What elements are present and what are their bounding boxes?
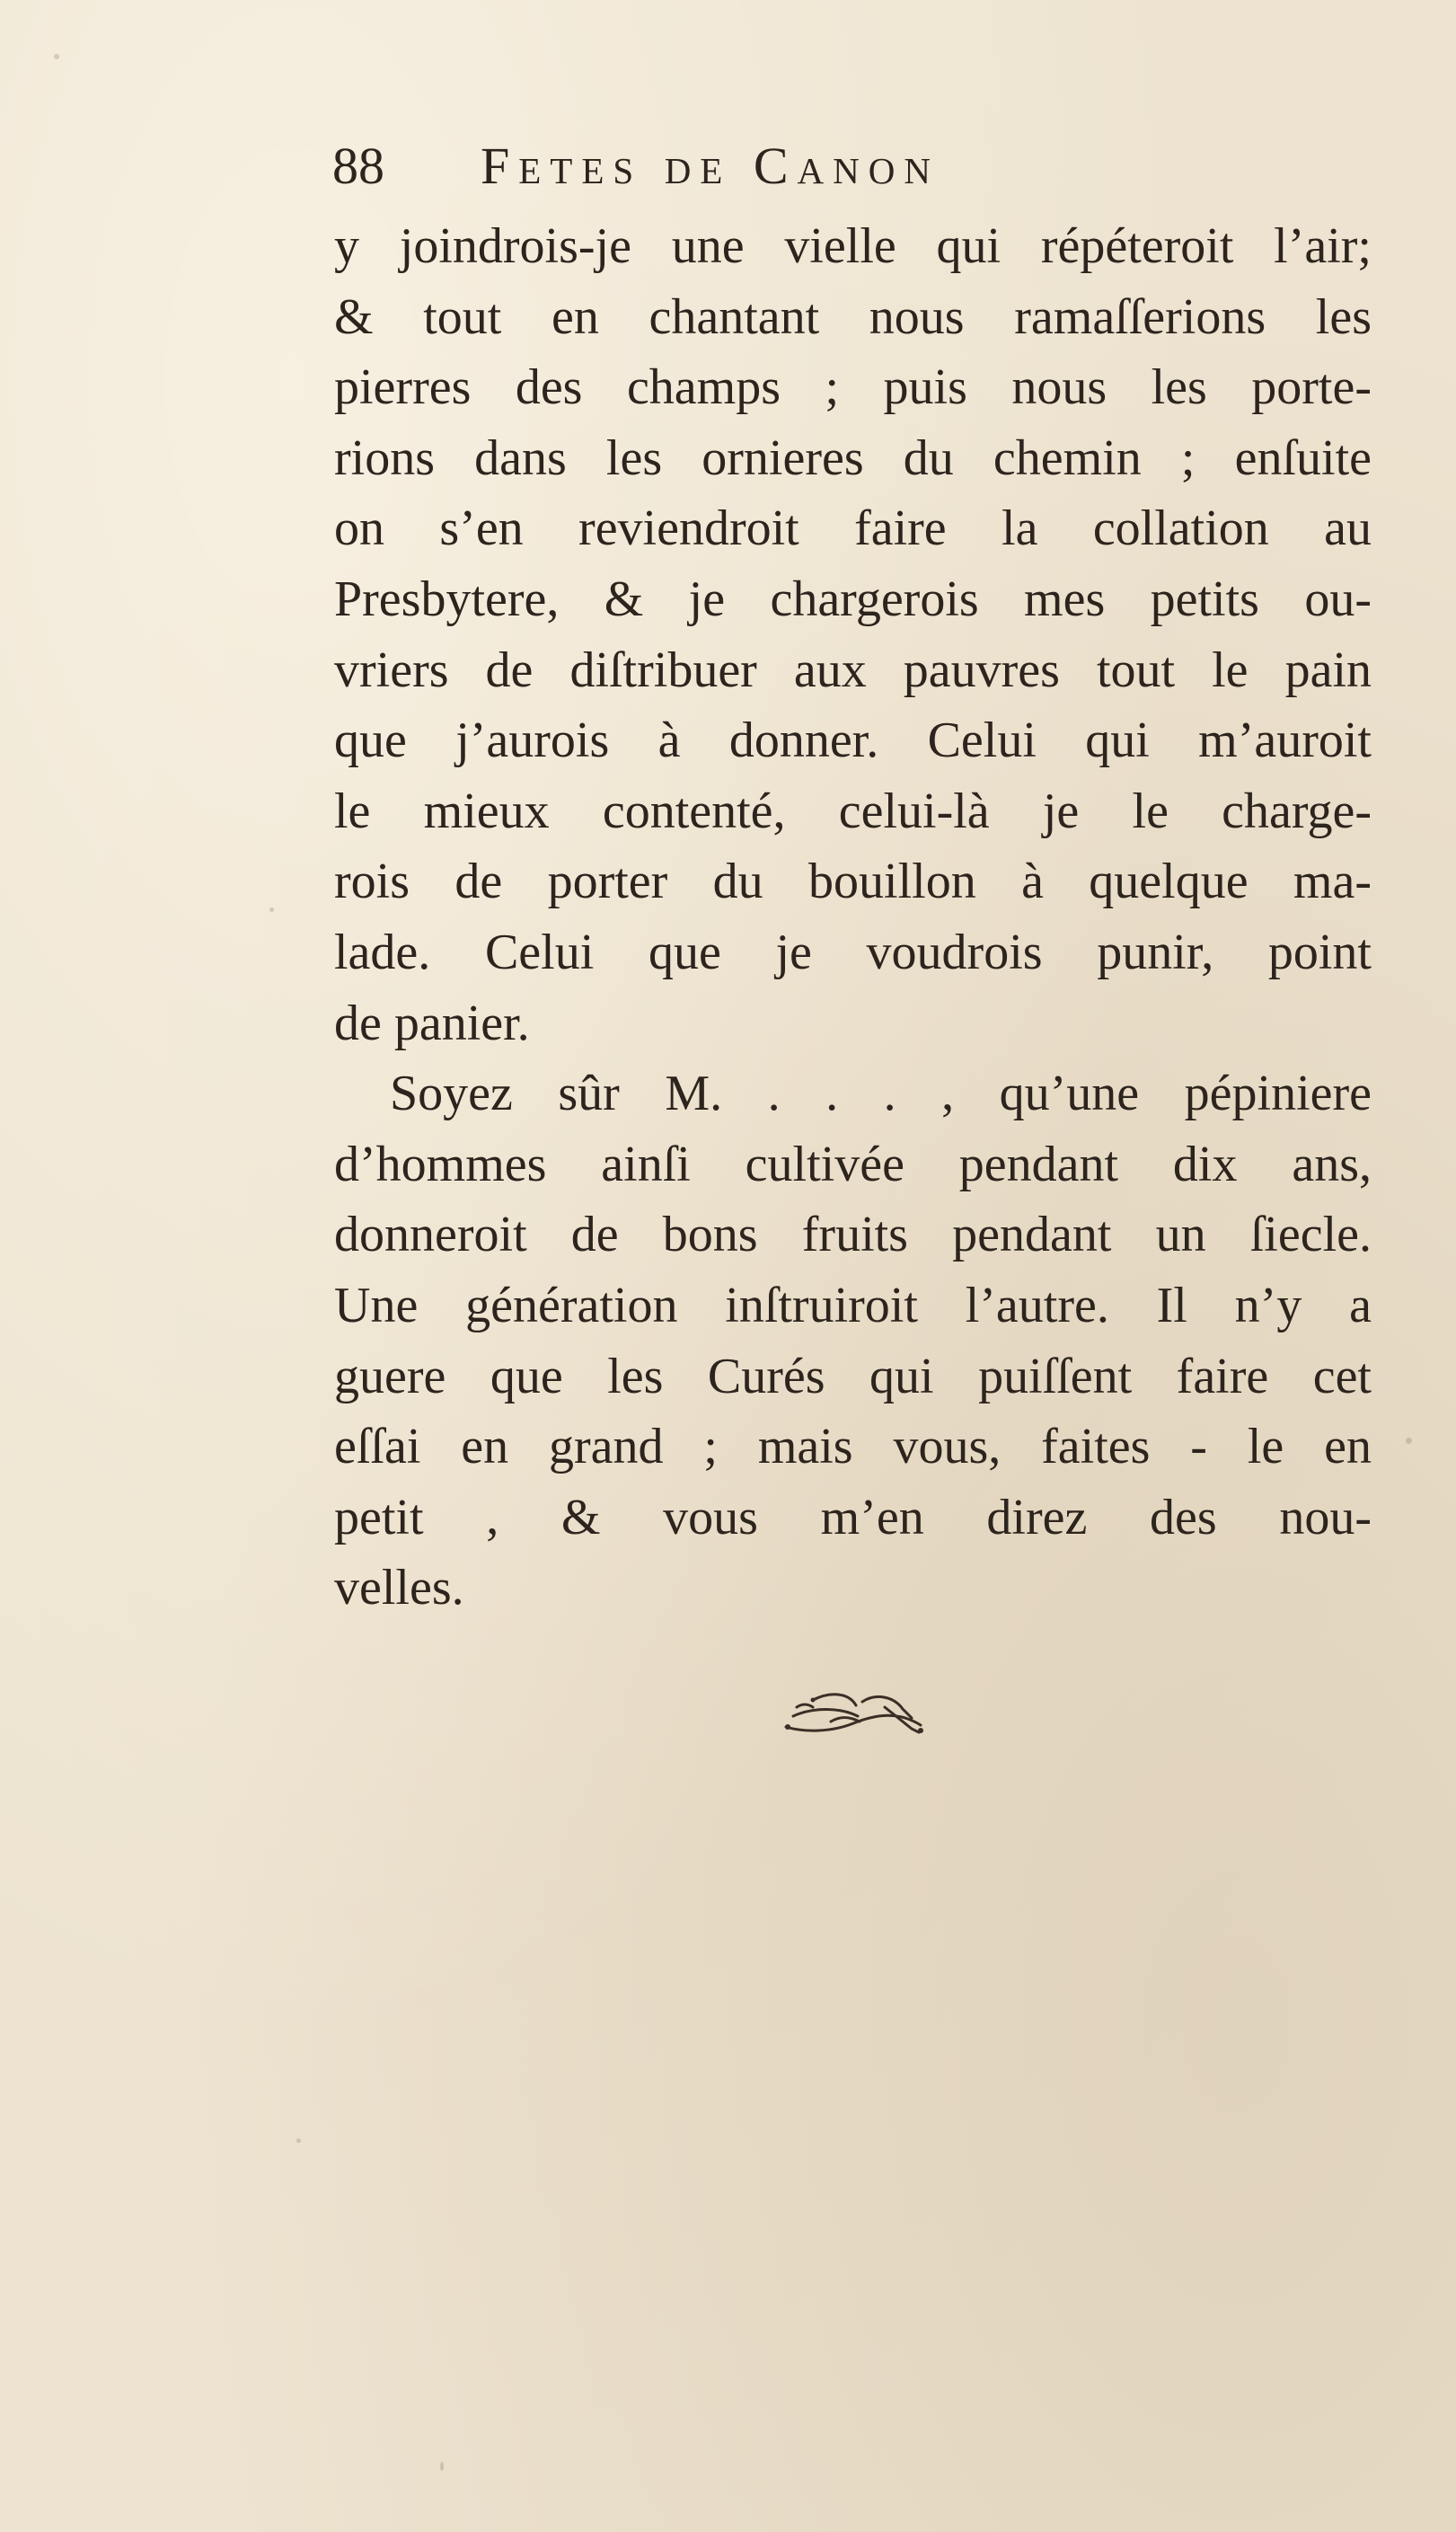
text-line: velles. bbox=[334, 1560, 464, 1616]
text-line: rions dans les ornieres du chemin ; enſuite bbox=[334, 429, 1372, 486]
text-line: Une génération inſtruiroit l’autre. Il n’y a bbox=[334, 1277, 1372, 1333]
paragraph-1 bbox=[334, 211, 1372, 1058]
tailpiece-ornament bbox=[777, 1680, 930, 1743]
text-line: vriers de diſtribuer aux pauvres tout le pain bbox=[334, 642, 1372, 698]
paper-speck bbox=[1406, 1438, 1412, 1444]
text-line: & tout en chantant nous ramaſſerions les bbox=[334, 288, 1372, 345]
text-line: rois de porter du bouillon à quelque ma- bbox=[334, 854, 1372, 910]
paper-speck bbox=[269, 907, 274, 912]
paper-speck bbox=[296, 2138, 301, 2143]
paper-speck bbox=[54, 54, 59, 59]
body-text bbox=[334, 211, 1372, 1624]
page-number: 88 bbox=[332, 137, 384, 195]
text-line: y joindrois-je une vielle qui répéteroit l’air; bbox=[334, 218, 1372, 274]
text-line: de panier. bbox=[334, 995, 530, 1051]
text-line: Presbytere, & je chargerois mes petits ou- bbox=[334, 571, 1372, 627]
text-line: pierres des champs ; puis nous les porte- bbox=[334, 359, 1372, 416]
text-line: lade. Celui que je voudrois punir, point bbox=[334, 924, 1372, 980]
running-head bbox=[332, 130, 1141, 202]
paragraph-2 bbox=[334, 1058, 1372, 1624]
text-line: que j’aurois à donner. Celui qui m’auroit bbox=[334, 713, 1372, 769]
text-line: donneroit de bons fruits pendant un ſiecle. bbox=[334, 1207, 1372, 1263]
text-line: petit , & vous m’en direz des nou- bbox=[334, 1489, 1372, 1545]
running-title: Fetes de Canon bbox=[481, 137, 940, 195]
text-line: on s’en reviendroit faire la collation au bbox=[334, 500, 1372, 557]
text-line: guere que les Curés qui puiſſent faire cet bbox=[334, 1348, 1372, 1404]
text-line: Soyez sûr M. . . . , qu’une pépiniere bbox=[390, 1066, 1372, 1122]
paper-speck bbox=[440, 2462, 444, 2471]
text-line: eſſai en grand ; mais vous, faites - le en bbox=[334, 1419, 1372, 1475]
text-line: d’hommes ainſi cultivée pendant dix ans, bbox=[334, 1136, 1372, 1192]
text-line: le mieux contenté, celui-là je le charge- bbox=[334, 783, 1372, 839]
